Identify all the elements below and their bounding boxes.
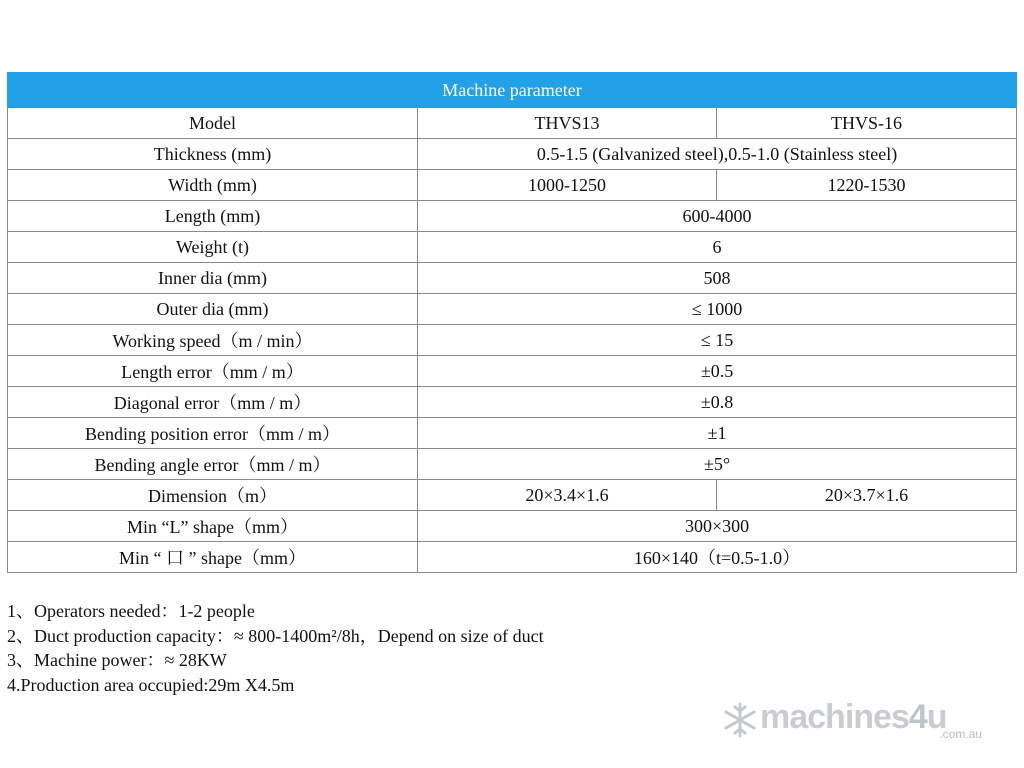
parameter-label: Min “ 口 ” shape（mm） <box>8 542 418 573</box>
parameter-label: Thickness (mm) <box>8 139 418 170</box>
table-row <box>8 325 1017 356</box>
table-row <box>8 356 1017 387</box>
table-header-row <box>8 73 1017 108</box>
parameter-value: 6 <box>418 232 1017 263</box>
table-title: Machine parameter <box>8 73 1017 108</box>
parameter-label: Bending angle error（mm / m） <box>8 449 418 480</box>
parameter-label: Min “L” shape（mm） <box>8 511 418 542</box>
parameter-label: Working speed（m / min） <box>8 325 418 356</box>
parameter-value: ≤ 15 <box>418 325 1017 356</box>
parameter-value: ≤ 1000 <box>418 294 1017 325</box>
parameter-label: Inner dia (mm) <box>8 263 418 294</box>
parameter-value: 1000-1250 <box>418 170 717 201</box>
parameter-label: Length error（mm / m） <box>8 356 418 387</box>
parameter-label: Model <box>8 108 418 139</box>
parameter-value: 300×300 <box>418 511 1017 542</box>
parameter-label: Dimension（m） <box>8 480 418 511</box>
note-item: 1、Operators needed：1-2 people <box>7 601 255 621</box>
parameter-value: 20×3.7×1.6 <box>717 480 1017 511</box>
parameter-value: 600-4000 <box>418 201 1017 232</box>
machines4u-watermark <box>722 698 992 746</box>
table-row <box>8 511 1017 542</box>
parameter-value: 508 <box>418 263 1017 294</box>
table-row <box>8 387 1017 418</box>
parameter-value: ±5° <box>418 449 1017 480</box>
table-row <box>8 294 1017 325</box>
table-row <box>8 201 1017 232</box>
table-row <box>8 139 1017 170</box>
note-item: 4.Production area occupied:29m X4.5m <box>7 674 295 695</box>
machine-parameter-table <box>7 72 1017 573</box>
table-row <box>8 232 1017 263</box>
parameter-value: 0.5-1.5 (Galvanized steel),0.5-1.0 (Stainless steel) <box>418 139 1017 170</box>
watermark-brand: machines4u <box>760 698 947 736</box>
table-body <box>8 73 1017 573</box>
parameter-value: 160×140（t=0.5-1.0） <box>418 542 1017 573</box>
parameter-value: ±0.8 <box>418 387 1017 418</box>
note-item: 3、Machine power：≈ 28KW <box>7 650 227 670</box>
table-row <box>8 108 1017 139</box>
note-item: 2、Duct production capacity：≈ 800-1400m²/8h，Depend on size of duct <box>7 625 544 646</box>
parameter-value: ±0.5 <box>418 356 1017 387</box>
table-row <box>8 449 1017 480</box>
table-row <box>8 418 1017 449</box>
parameter-label: Diagonal error（mm / m） <box>8 387 418 418</box>
parameter-label: Outer dia (mm) <box>8 294 418 325</box>
watermark-domain: .com.au <box>939 727 982 741</box>
table-row <box>8 480 1017 511</box>
parameter-label: Length (mm) <box>8 201 418 232</box>
snowflake-logo-icon <box>722 702 758 738</box>
parameter-value: 20×3.4×1.6 <box>418 480 717 511</box>
parameter-value: 1220-1530 <box>717 170 1017 201</box>
parameter-label: Weight (t) <box>8 232 418 263</box>
parameter-value: THVS13 <box>418 108 717 139</box>
table-row <box>8 542 1017 573</box>
parameter-label: Width (mm) <box>8 170 418 201</box>
parameter-value: ±1 <box>418 418 1017 449</box>
table-row <box>8 170 1017 201</box>
parameter-label: Bending position error（mm / m） <box>8 418 418 449</box>
notes-list <box>7 599 544 697</box>
parameter-value: THVS-16 <box>717 108 1017 139</box>
table-row <box>8 263 1017 294</box>
